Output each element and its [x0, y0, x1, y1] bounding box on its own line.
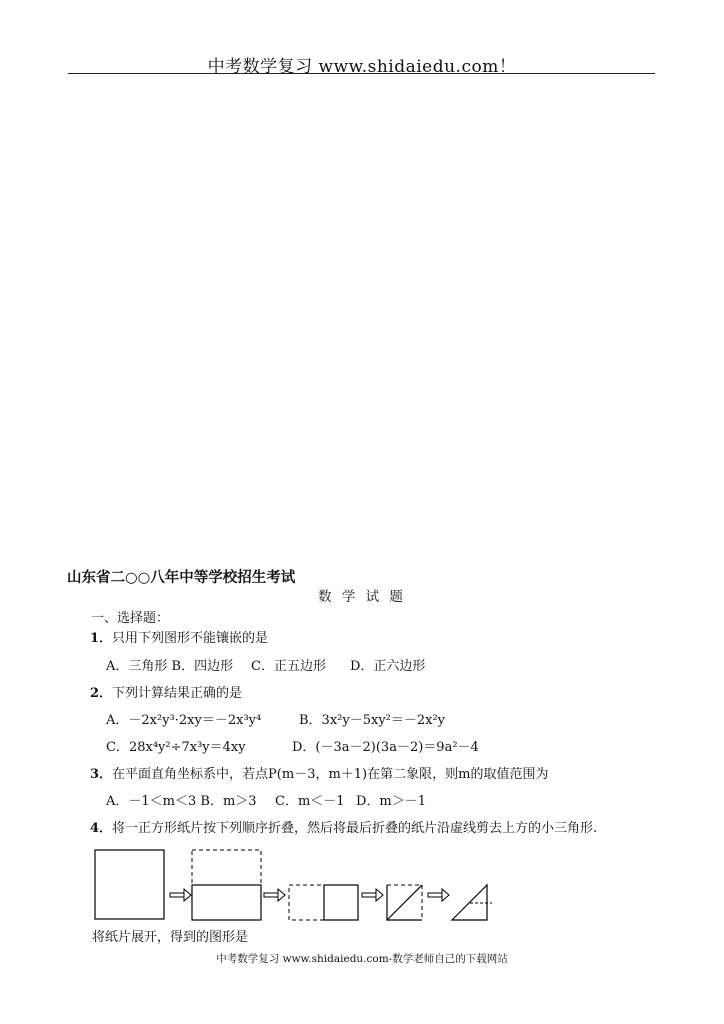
- question-4-stem: 将一正方形纸片按下列顺序折叠，然后将最后折叠的纸片沿虚线剪去上方的小三角形.: [112, 821, 598, 836]
- fold-step-1: [192, 850, 261, 920]
- question-2: [90, 682, 242, 701]
- arrow-right-icon: [428, 889, 449, 901]
- question-3-number: 3．: [90, 767, 113, 782]
- question-1-option-ab: A．三角形 B．四边形: [106, 659, 234, 674]
- page-footer: 中考数学复习 www.shidaiedu.com-数学老师自己的下载网站: [216, 953, 508, 965]
- question-2-option-d: D．(－3a－2)(3a－2)＝9a²－4: [292, 740, 479, 755]
- exam-title: 山东省二○○八年中等学校招生考试: [67, 570, 296, 586]
- question-4: [90, 817, 597, 836]
- question-1-option-c: C．正五边形: [251, 659, 326, 674]
- folding-diagram: [90, 845, 510, 925]
- question-1-number: 1．: [90, 631, 113, 646]
- arrow-right-icon: [362, 889, 383, 901]
- question-3-option-ab: A．－1＜m＜3 B．m＞3: [106, 794, 257, 809]
- header-rule: [68, 73, 655, 74]
- page-header: 中考数学复习 www.shidaiedu.com！: [207, 57, 517, 77]
- question-4-number: 4．: [90, 821, 113, 836]
- question-3-option-d: D．m＞－1: [356, 794, 427, 809]
- question-2-option-a: A．－2x²y³·2xy＝－2x³y⁴: [106, 713, 262, 728]
- question-2-option-c: C．28x⁴y²÷7x³y＝4xy: [106, 740, 246, 755]
- arrow-right-icon: [264, 889, 285, 901]
- question-2-option-b: B．3x²y－5xy²＝－2x²y: [299, 713, 446, 728]
- question-1-option-d: D．正六边形: [350, 659, 426, 674]
- question-1: [90, 627, 268, 646]
- fold-step-3: [387, 885, 422, 920]
- question-3: [90, 763, 548, 782]
- square-paper: [95, 850, 164, 919]
- question-3-option-c: C．m＜－1: [275, 794, 345, 809]
- fold-step-2: [289, 885, 358, 920]
- fold-step-4-cut: [452, 885, 492, 920]
- question-2-stem: 下列计算结果正确的是: [112, 686, 243, 701]
- section-heading: 一、选择题：: [91, 611, 170, 626]
- question-4-followup: 将纸片展开，得到的图形是: [92, 930, 249, 945]
- question-2-number: 2．: [90, 686, 113, 701]
- arrow-right-icon: [170, 889, 191, 901]
- exam-subtitle: 数 学 试 题: [318, 589, 406, 605]
- question-3-stem: 在平面直角坐标系中，若点P(m－3，m＋1)在第二象限，则m的取值范围为: [112, 767, 549, 782]
- question-1-stem: 只用下列图形不能镶嵌的是: [112, 631, 269, 646]
